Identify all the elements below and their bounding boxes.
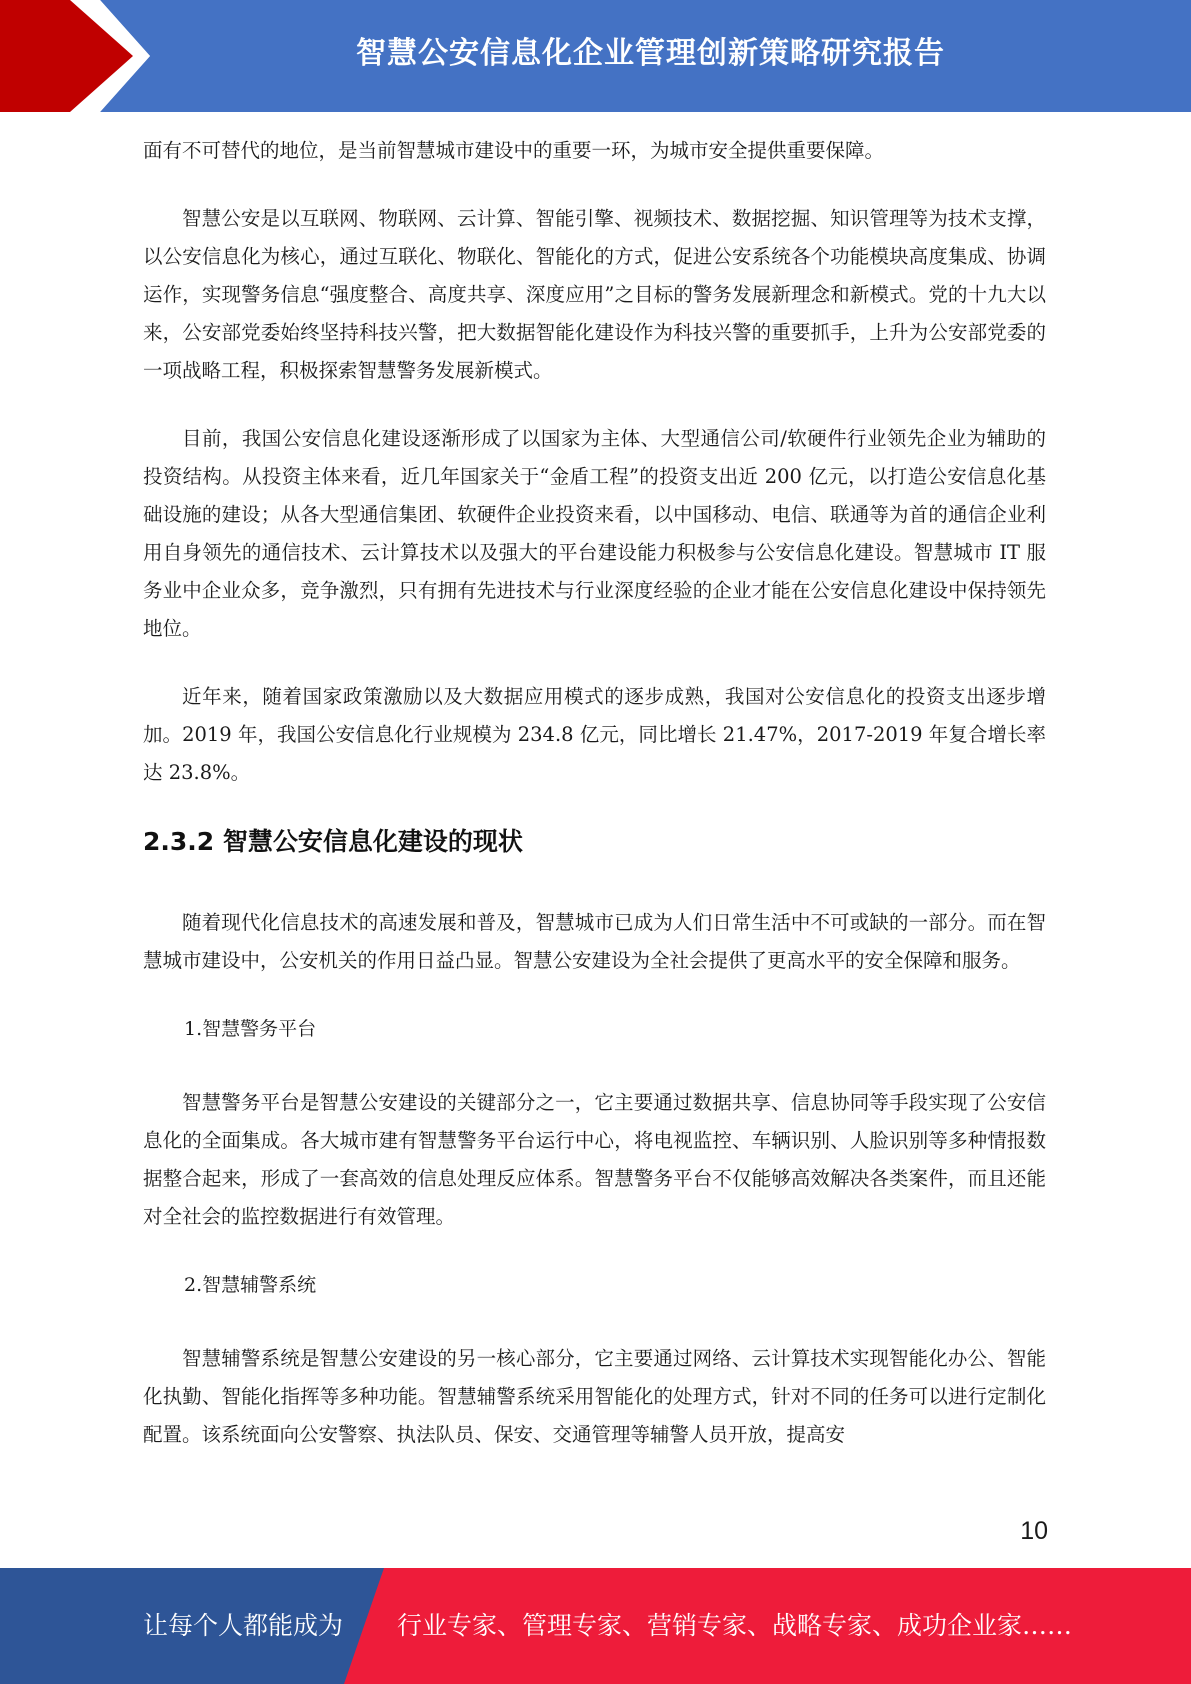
page-body [143, 132, 1046, 1484]
footer-banner [0, 1568, 1191, 1684]
paragraph: 随着现代化信息技术的高速发展和普及，智慧城市已成为人们日常生活中不可或缺的一部分。而在智慧城市建设中，公安机关的作用日益凸显。智慧公安建设为全社会提供了更高水平的安全保障和服务。 [143, 911, 1046, 972]
header-banner [0, 0, 1191, 112]
subheading: 1.智慧警务平台 [184, 1018, 317, 1040]
paragraph: 智慧警务平台是智慧公安建设的关键部分之一，它主要通过数据共享、信息协同等手段实现了公安信息化的全面集成。各大城市建有智慧警务平台运行中心，将电视监控、车辆识别、人脸识别等多种情报数据整合起来，形成了一套高效的信息处理反应体系。智慧警务平台不仅能够高效解决各类案件，而且还能对全社会的监控数据进行有效管理。 [143, 1091, 1046, 1228]
header-arrow-decoration [0, 0, 180, 112]
footer-slogan-right: 行业专家、管理专家、营销专家、战略专家、成功企业家…… [397, 1611, 1073, 1640]
paragraph: 面有不可替代的地位，是当前智慧城市建设中的重要一环，为城市安全提供重要保障。 [143, 139, 885, 162]
section-heading: 2.3.2 智慧公安信息化建设的现状 [143, 827, 523, 856]
paragraph: 目前，我国公安信息化建设逐渐形成了以国家为主体、大型通信公司/软硬件行业领先企业为辅助的投资结构。从投资主体来看，近几年国家关于“金盾工程”的投资支出近 200 亿元，以打造公安信息化基础设施的建设；从各大型通信集团、软硬件企业投资来看，以中国移动、电信、联通等为首的通信企业利用自身领先的通信技术、云计算技术以及强大的平台建设能力积极参与公安信息化建设。智慧城市 IT 服务业中企业众多，竞争激烈，只有拥有先进技术与行业深度经验的企业才能在公安信息化建设中保持领先地位。 [143, 427, 1046, 640]
footer-slogan-left: 让每个人都能成为 [143, 1611, 344, 1640]
subheading: 2.智慧辅警系统 [184, 1274, 317, 1296]
paragraph: 近年来，随着国家政策激励以及大数据应用模式的逐步成熟，我国对公安信息化的投资支出逐步增加。2019 年，我国公安信息化行业规模为 234.8 亿元，同比增长 21.47%，2017-2019 年复合增长率达 23.8%。 [143, 685, 1046, 784]
document-title: 智慧公安信息化企业管理创新策略研究报告 [356, 36, 945, 71]
paragraph: 智慧公安是以互联网、物联网、云计算、智能引擎、视频技术、数据挖掘、知识管理等为技术支撑，以公安信息化为核心，通过互联化、物联化、智能化的方式，促进公安系统各个功能模块高度集成、协调运作，实现警务信息“强度整合、高度共享、深度应用”之目标的警务发展新理念和新模式。党的十九大以来，公安部党委始终坚持科技兴警，把大数据智能化建设作为科技兴警的重要抓手，上升为公安部党委的一项战略工程，积极探索智慧警务发展新模式。 [143, 207, 1046, 382]
page-number: 10 [1020, 1517, 1048, 1545]
paragraph: 智慧辅警系统是智慧公安建设的另一核心部分，它主要通过网络、云计算技术实现智能化办公、智能化执勤、智能化指挥等多种功能。智慧辅警系统采用智能化的处理方式，针对不同的任务可以进行定制化配置。该系统面向公安警察、执法队员、保安、交通管理等辅警人员开放，提高安 [143, 1347, 1046, 1446]
